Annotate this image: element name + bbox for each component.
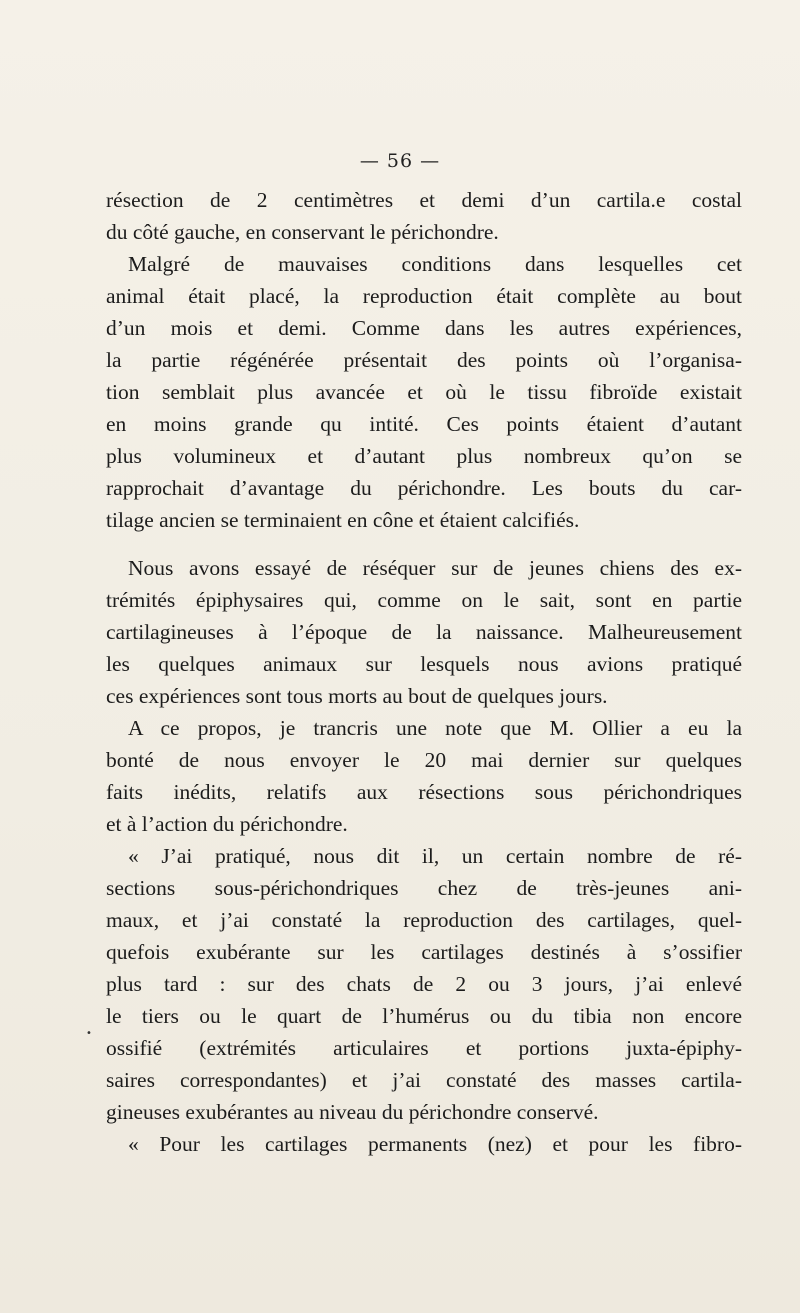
- text-line: du côté gauche, en conservant le périchondre.: [106, 220, 499, 244]
- text-line: le tiers ou le quart de l’humérus ou du tibia non encore: [106, 1004, 742, 1028]
- paragraph: [106, 248, 742, 536]
- text-line: A ce propos, je trancris une note que M. Ollier a eu la: [128, 716, 742, 740]
- text-line: plus volumineux et d’autant plus nombreux qu’on se: [106, 444, 742, 468]
- text-line: Malgré de mauvaises conditions dans lesquelles cet: [128, 252, 742, 276]
- text-line: ces expériences sont tous morts au bout de quelques jours.: [106, 684, 608, 708]
- paragraph: [106, 184, 742, 248]
- text-line: ossifié (extrémités articulaires et portions juxta-épiphy-: [106, 1036, 742, 1060]
- text-line: Nous avons essayé de réséquer sur de jeunes chiens des ex-: [128, 556, 742, 580]
- text-line: résection de 2 centimètres et demi d’un cartila.e costal: [106, 188, 742, 212]
- text-line: faits inédits, relatifs aux résections sous périchondriques: [106, 780, 742, 804]
- text-line: plus tard : sur des chats de 2 ou 3 jours, j’ai enlevé: [106, 972, 742, 996]
- paragraph: [106, 552, 742, 712]
- text-line: les quelques animaux sur lesquels nous avions pratiqué: [106, 652, 742, 676]
- text-line: gineuses exubérantes au niveau du périchondre conservé.: [106, 1100, 599, 1124]
- text-line: rapprochait d’avantage du périchondre. Les bouts du car-: [106, 476, 742, 500]
- text-line: sections sous-périchondriques chez de très-jeunes ani-: [106, 876, 742, 900]
- text-line: cartilagineuses à l’époque de la naissance. Malheureusement: [106, 620, 742, 644]
- paragraph: [106, 712, 742, 840]
- text-line: tion semblait plus avancée et où le tissu fibroïde existait: [106, 380, 742, 404]
- text-line: animal était placé, la reproduction était complète au bout: [106, 284, 742, 308]
- text-line: « Pour les cartilages permanents (nez) et pour les fibro-: [128, 1132, 742, 1156]
- text-line: maux, et j’ai constaté la reproduction des cartilages, quel-: [106, 908, 742, 932]
- text-line: d’un mois et demi. Comme dans les autres expériences,: [106, 316, 742, 340]
- margin-mark: •: [86, 1028, 92, 1039]
- text-line: trémités épiphysaires qui, comme on le sait, sont en partie: [106, 588, 742, 612]
- page-number: — 56 —: [359, 150, 441, 172]
- body-text: [106, 184, 742, 1160]
- text-line: et à l’action du périchondre.: [106, 812, 348, 836]
- paragraph: [106, 1128, 742, 1160]
- paragraph-gap: [106, 536, 742, 552]
- text-line: saires correspondantes) et j’ai constaté des masses cartila-: [106, 1068, 742, 1092]
- text-line: tilage ancien se terminaient en cône et étaient calcifiés.: [106, 508, 580, 532]
- paragraph: [106, 840, 742, 1128]
- text-line: quefois exubérante sur les cartilages destinés à s’ossifier: [106, 940, 742, 964]
- text-line: bonté de nous envoyer le 20 mai dernier sur quelques: [106, 748, 742, 772]
- text-line: la partie régénérée présentait des points où l’organisa-: [106, 348, 742, 372]
- text-line: en moins grande qu intité. Ces points étaient d’autant: [106, 412, 742, 436]
- text-line: « J’ai pratiqué, nous dit il, un certain nombre de ré-: [128, 844, 742, 868]
